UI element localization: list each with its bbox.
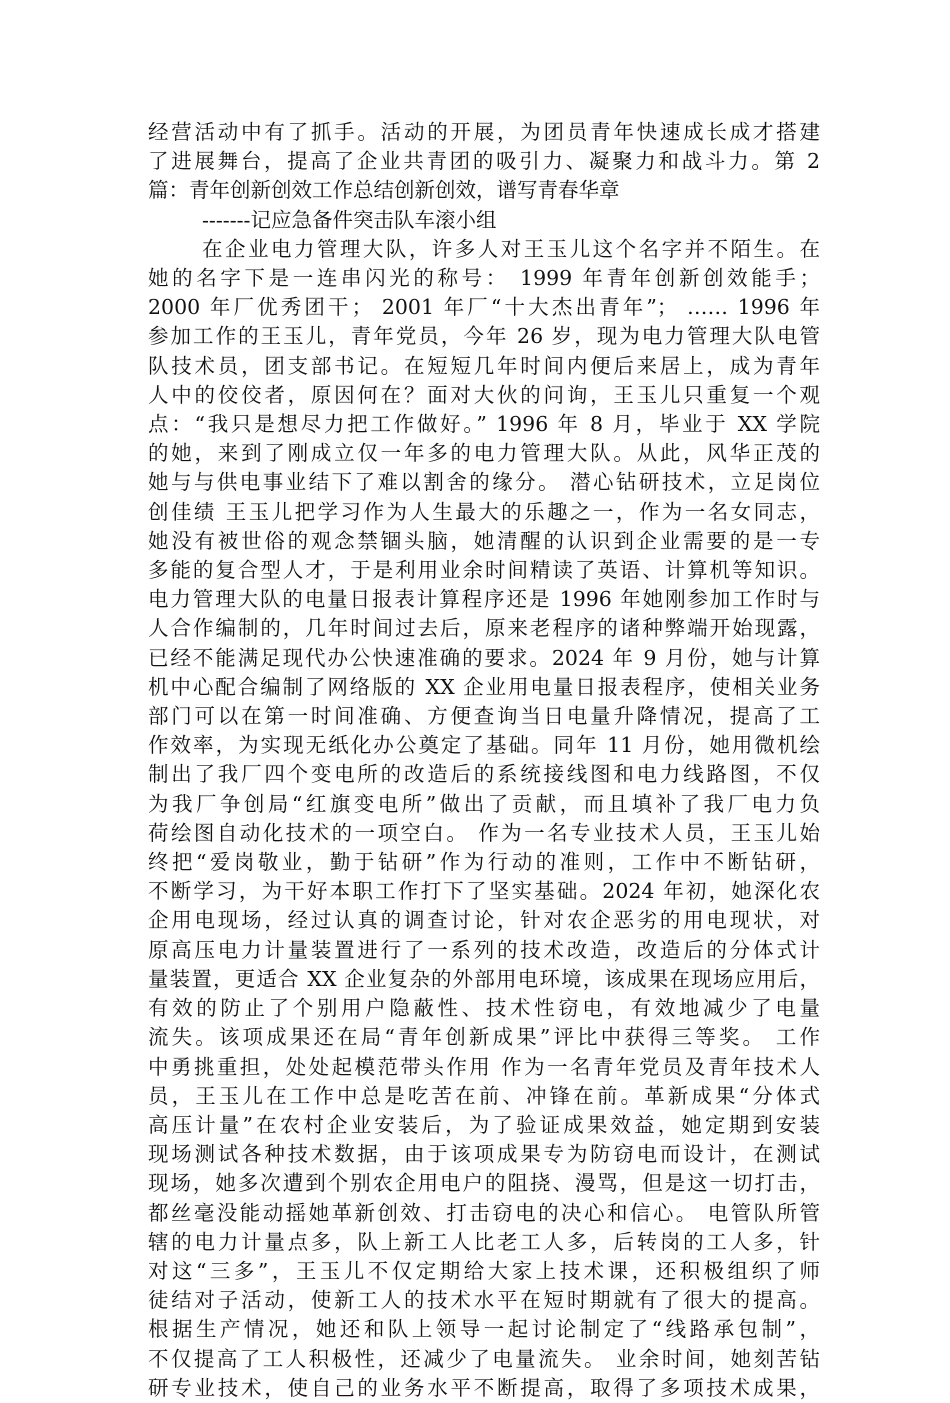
text-line: 终把“爱岗敬业，勤于钻研”作为行动的准则，工作中不断钻研，	[148, 850, 820, 875]
text-line: 现场测试各种技术数据，由于该项成果专为防窃电而设计，在测试	[148, 1142, 820, 1167]
text-line: 人合作编制的，几年时间过去后，原来老程序的诸种弊端开始现露，	[148, 616, 820, 641]
text-line: 她的名字下是一连串闪光的称号： 1999 年青年创新创效能手；	[148, 266, 820, 291]
text-line: 为我厂争创局“红旗变电所”做出了贡献，而且填补了我厂电力负	[148, 791, 820, 816]
text-line: 篇：青年创新创效工作总结创新创效，谱写青春华章	[148, 178, 620, 203]
text-line: 制出了我厂四个变电所的改造后的系统接线图和电力线路图，不仅	[148, 762, 820, 787]
text-line: 流失。该项成果还在局“青年创新成果”评比中获得三等奖。 工作	[148, 1025, 820, 1050]
text-line: 队技术员，团支部书记。在短短几年时间内便后来居上，成为青年	[148, 353, 820, 378]
text-line: 2000 年厂优秀团干； 2001 年厂“十大杰出青年”； …… 1996 年	[148, 295, 820, 320]
text-line: 她与与供电事业结下了难以割舍的缘分。 潜心钻研技术，立足岗位	[148, 470, 820, 495]
document-body	[148, 118, 820, 1403]
text-line: 研专业技术，使自己的业务水平不断提高，取得了多项技术成果，	[148, 1375, 820, 1400]
text-line: 作效率，为实现无纸化办公奠定了基础。同年 11 月份，她用微机绘	[148, 733, 820, 758]
text-line: 她没有被世俗的观念禁锢头脑，她清醒的认识到企业需要的是一专	[148, 528, 820, 553]
text-line: 有效的防止了个别用户隐蔽性、技术性窃电，有效地减少了电量	[148, 996, 820, 1021]
text-line: 辖的电力计量点多，队上新工人比老工人多，后转岗的工人多，针	[148, 1229, 820, 1254]
text-line: 企用电现场，经过认真的调查讨论，针对农企恶劣的用电现状，对	[148, 908, 820, 933]
text-line: 了进展舞台，提高了企业共青团的吸引力、凝聚力和战斗力。第 2	[148, 149, 820, 174]
text-line: 原高压电力计量装置进行了一系列的技术改造，改造后的分体式计	[148, 937, 820, 962]
text-line: 部门可以在第一时间准确、方便查询当日电量升降情况，提高了工	[148, 704, 820, 729]
text-line: 中勇挑重担，处处起模范带头作用 作为一名青年党员及青年技术人	[148, 1054, 820, 1079]
text-line: 根据生产情况，她还和队上领导一起讨论制定了“线路承包制”，	[148, 1317, 820, 1342]
text-line: 经营活动中有了抓手。活动的开展，为团员青年快速成长成才搭建	[148, 120, 820, 144]
text-line: 都丝毫没能动摇她革新创效、打击窃电的决心和信心。 电管队所管	[148, 1200, 820, 1225]
text-line: 现场，她多次遭到个别农企用电户的阻挠、漫骂，但是这一切打击，	[148, 1171, 820, 1196]
subtitle-line: -------记应急备件突击队车滚小组	[202, 207, 497, 232]
text-line: 多能的复合型人才，于是利用业余时间精读了英语、计算机等知识。	[148, 558, 820, 583]
text-line: 高压计量”在农村企业安装后，为了验证成果效益，她定期到安装	[148, 1112, 820, 1137]
text-line: 参加工作的王玉儿，青年党员，今年 26 岁，现为电力管理大队电管	[148, 324, 820, 349]
text-line: 机中心配合编制了网络版的 XX 企业用电量日报表程序，使相关业务	[148, 674, 820, 699]
text-line: 量装置，更适合 XX 企业复杂的外部用电环境，该成果在现场应用后，	[148, 966, 820, 991]
paragraph-first-line: 在企业电力管理大队，许多人对王玉儿这个名字并不陌生。在	[202, 236, 820, 261]
text-line: 人中的佼佼者，原因何在？面对大伙的问询，王玉儿只重复一个观	[148, 382, 820, 407]
text-line: 不仅提高了工人积极性，还减少了电量流失。 业余时间，她刻苦钻	[148, 1346, 820, 1371]
text-line: 的她，来到了刚成立仅一年多的电力管理大队。从此，风华正茂的	[148, 441, 820, 466]
text-line: 荷绘图自动化技术的一项空白。 作为一名专业技术人员，王玉儿始	[148, 820, 820, 845]
text-line: 不断学习，为干好本职工作打下了坚实基础。2024 年初，她深化农	[148, 879, 820, 904]
text-line: 徒结对子活动，使新工人的技术水平在短时期就有了很大的提高。	[148, 1288, 820, 1313]
text-line: 已经不能满足现代办公快速准确的要求。2024 年 9 月份，她与计算	[148, 645, 820, 670]
text-line: 点：“我只是想尽力把工作做好。” 1996 年 8 月，毕业于 XX 学院	[148, 412, 820, 437]
text-line: 对这“三多”，王玉儿不仅定期给大家上技术课，还积极组织了师	[148, 1258, 820, 1283]
text-line: 电力管理大队的电量日报表计算程序还是 1996 年她刚参加工作时与	[148, 587, 820, 612]
text-line: 创佳绩 王玉儿把学习作为人生最大的乐趣之一，作为一名女同志，	[148, 499, 820, 524]
text-line: 员，王玉儿在工作中总是吃苦在前、冲锋在前。革新成果“分体式	[148, 1083, 820, 1108]
